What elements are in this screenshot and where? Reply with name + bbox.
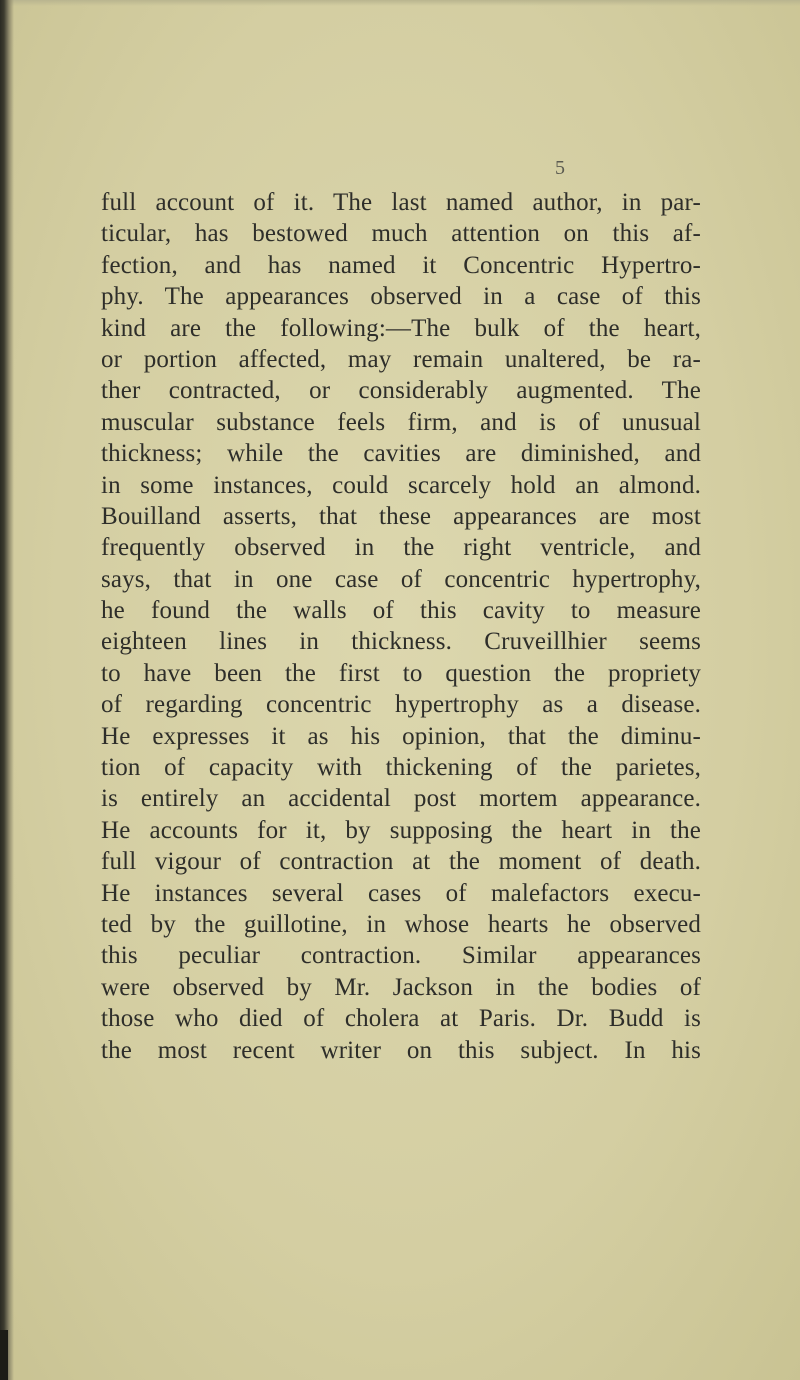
text-line: full account of it. The last named author, in par-: [101, 189, 701, 216]
text-line: of regarding concentric hypertrophy as a disease.: [101, 691, 701, 719]
text-line: to have been the first to question the propriety: [101, 659, 701, 687]
text-line: He accounts for it, by supposing the heart in the: [101, 816, 701, 844]
text-line: thickness; while the cavities are diminished, and: [101, 440, 701, 468]
binding-shadow: [0, 0, 14, 1380]
text-line: ted by the guillotine, in whose hearts he observed: [101, 910, 701, 938]
page-top-edge: [0, 0, 800, 6]
text-line: He instances several cases of malefactors execu-: [101, 879, 701, 907]
text-line: were observed by Mr. Jackson in the bodies of: [101, 973, 701, 1001]
text-line: eighteen lines in thickness. Cruveillhier seems: [101, 628, 701, 656]
text-line: is entirely an accidental post mortem appearance.: [101, 785, 701, 813]
text-line: He expresses it as his opinion, that the diminu-: [101, 722, 701, 750]
text-line: frequently observed in the right ventricle, and: [101, 534, 701, 562]
text-line: he found the walls of this cavity to measure: [101, 597, 701, 625]
text-line: tion of capacity with thickening of the parietes,: [101, 754, 701, 782]
binding-corner: [0, 1330, 8, 1380]
text-line: ticular, has bestowed much attention on this af-: [101, 220, 701, 248]
text-line: phy. The appearances observed in a case of this: [101, 283, 701, 311]
text-line: this peculiar contraction. Similar appearances: [101, 942, 701, 970]
text-line: the most recent writer on this subject. In his: [101, 1036, 701, 1064]
text-line: muscular substance feels firm, and is of unusual: [101, 408, 701, 436]
text-line: fection, and has named it Concentric Hypertro-: [101, 251, 701, 279]
text-line: Bouilland asserts, that these appearances are most: [101, 502, 701, 530]
text-line: ther contracted, or considerably augmented. The: [101, 377, 701, 405]
page-number: 5: [555, 157, 565, 179]
text-line: those who died of cholera at Paris. Dr. Budd is: [101, 1005, 701, 1033]
body-text: [101, 187, 701, 1066]
text-line: or portion affected, may remain unaltered, be ra-: [101, 345, 701, 373]
text-line: kind are the following:—The bulk of the heart,: [101, 314, 701, 342]
text-line: in some instances, could scarcely hold an almond.: [101, 471, 701, 499]
text-line: says, that in one case of concentric hypertrophy,: [101, 565, 701, 593]
text-line: full vigour of contraction at the moment of death.: [101, 848, 701, 876]
